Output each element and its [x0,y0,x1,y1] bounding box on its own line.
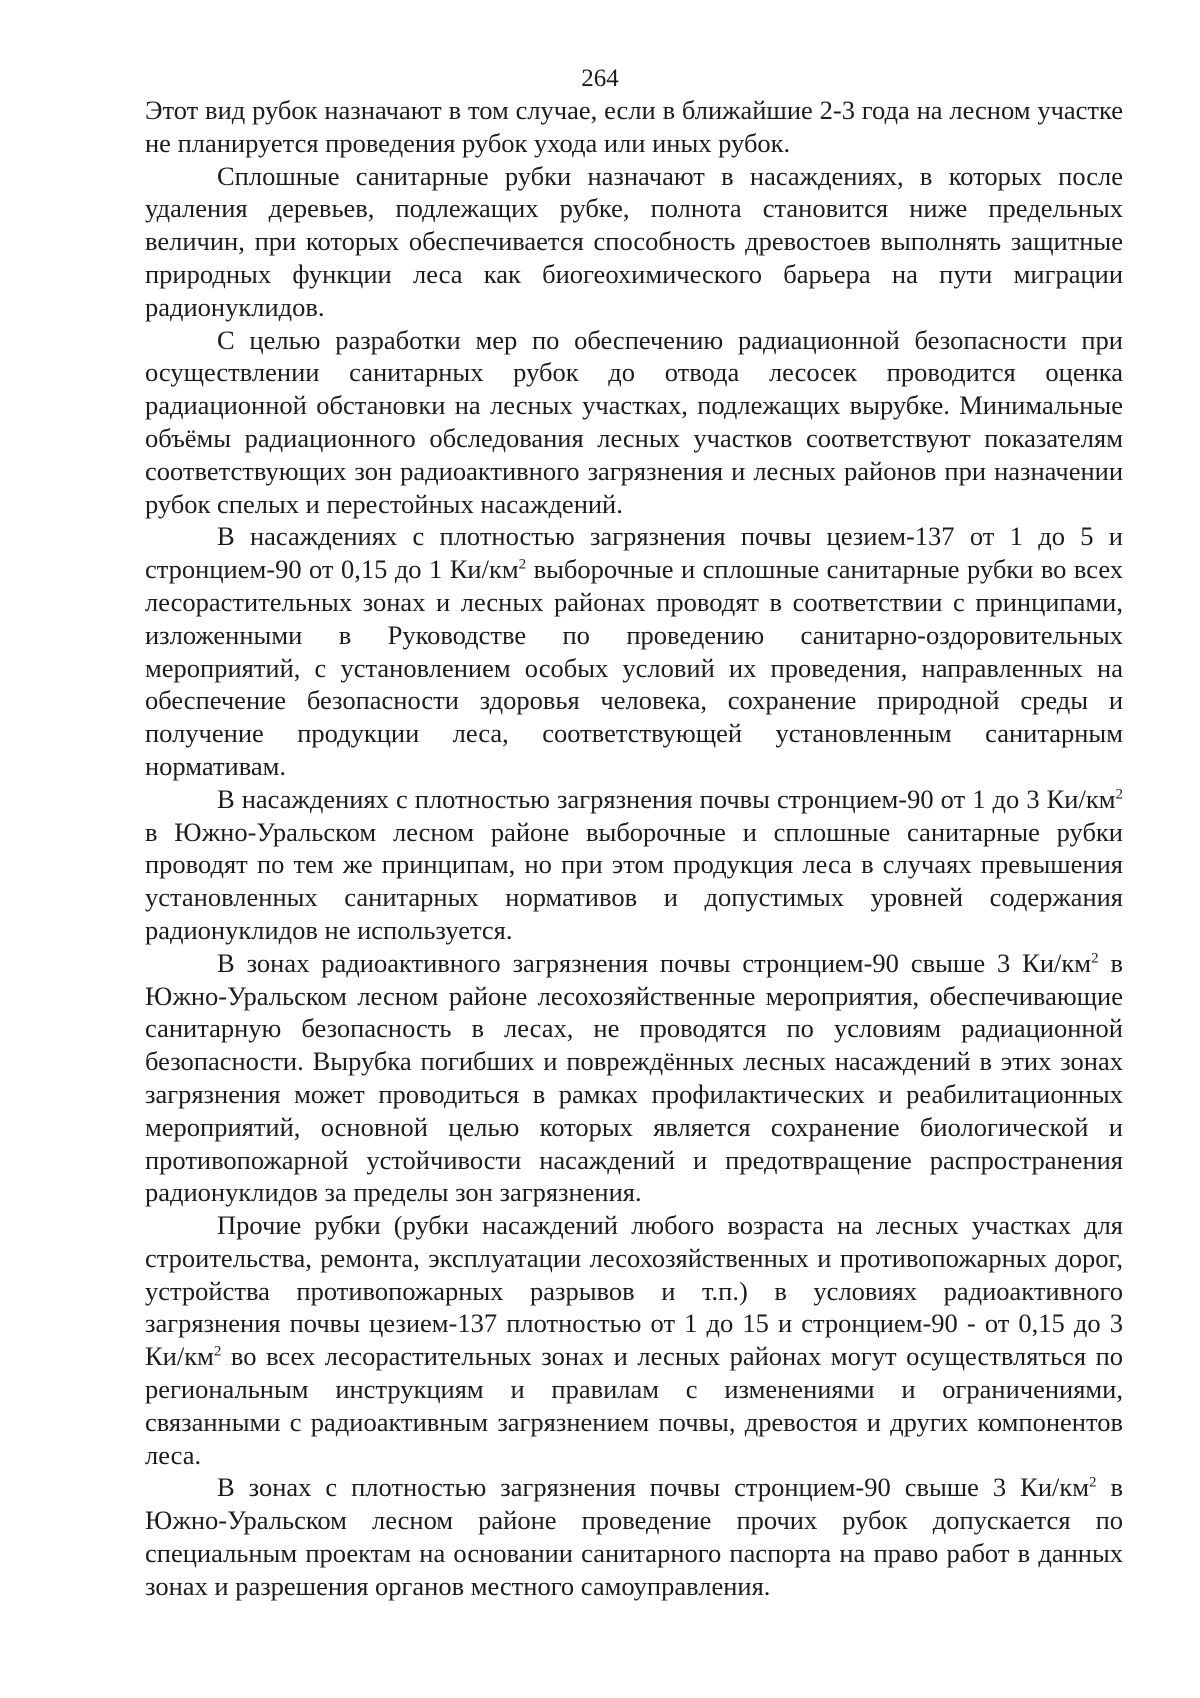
text-run: В насаждениях с плотностью загрязнения почвы стронцием-90 от 1 до 3 Ки/км [217,783,1116,814]
text-run: Сплошные санитарные рубки назначают в насаждениях, в которых после удаления деревьев, подлежащих рубке, полнота становится ниже предельных величин, при которых обеспечивается способность древостоев выполнять защитные природных функции леса как биогеохимического барьера на пути миграции радионуклидов. [145,160,1123,322]
text-run: Этот вид рубок назначают в том случае, если в ближайшие 2-3 года на лесном участке не планируется проведения рубок ухода или иных рубок. [145,95,1123,158]
document-body [145,94,1123,1603]
page-number: 264 [581,65,619,92]
text-run: В насаждениях с плотностью загрязнения почвы цезием-137 от 1 до 5 и стронцием-90 от 0,15 до 1 Ки/км [145,521,1123,585]
text-run: С целью разработки мер по обеспечению радиационной безопасности при осуществлении санитарных рубок до отвода лесосек проводится оценка радиационной обстановки на лесных участках, подлежащих вырубке. Минимальные объёмы радиационного обследования лесных участков соответствуют показателям соответствующих зон радиоактивного загрязнения и лесных районов при назначении рубок спелых и перестойных насаждений. [145,324,1123,519]
paragraph-2 [145,160,1123,324]
superscript: 2 [1089,1475,1097,1492]
paragraph-7 [145,1209,1123,1471]
paragraph-5 [145,783,1123,947]
superscript: 2 [213,1343,222,1360]
text-run: В зонах с плотностью загрязнения почвы стронцием-90 свыше 3 Ки/км [217,1472,1090,1503]
paragraph-3 [145,324,1123,521]
paragraph-1 [145,94,1123,160]
text-run: в Южно-Уральском лесном районе выборочные и сплошные санитарные рубки проводят по тем же принципам, но при этом продукция леса в случаях превышения установленных санитарных нормативов и допустимых уровней содержания радионуклидов не используется. [145,816,1123,945]
text-run: Прочие рубки (рубки насаждений любого возраста на лесных участках для строительства, ремонта, эксплуатации лесохозяйственных и противопожарных дорог, устройства противопожарных разрывов и т.п.) в условиях радиоактивного загрязнения почвы цезием-137 плотностью от 1 до 15 и стронцием-90 - от 0,15 до 3 Ки/км [145,1210,1123,1372]
superscript: 2 [1115,786,1123,803]
superscript: 2 [1091,950,1099,967]
text-run: во всех лесорастительных зонах и лесных районах могут осуществляться по региональным инструкциям и правилам с изменениями и ограничениями, связанными с радиоактивным загрязнением почвы, древостоя и других компонентов леса. [145,1341,1123,1470]
text-run: в Южно-Уральском лесном районе лесохозяйственные мероприятия, обеспечивающие санитарную безопасность в лесах, не проводятся по условиям радиационной безопасности. Вырубка погибших и повреждённых лесных насаждений в этих зонах загрязнения может проводиться в рамках профилактических и реабилитационных мероприятий, основной целью которых является сохранение биологической и противопожарной устойчивости насаждений и предотвращение распространения радионуклидов за пределы зон загрязнения. [145,947,1124,1208]
paragraph-6 [145,947,1123,1209]
superscript: 2 [518,556,527,573]
text-run: в Южно-Уральском лесном районе проведение прочих рубок допускается по специальным проектам на основании санитарного паспорта на право работ в данных зонах и разрешения органов местного самоуправления. [145,1472,1124,1601]
paragraph-8 [145,1471,1123,1602]
text-run: выборочные и сплошные санитарные рубки во всех лесорастительных зонах и лесных районах проводят в соответствии с принципами, изложенными в Руководстве по проведению санитарно-оздоровительных мероприятий, с установлением особых условий их проведения, направленных на обеспечение безопасности здоровья человека, сохранение природной среды и получение продукции леса, соответствующей установленным санитарным нормативам. [145,554,1123,781]
text-run: В зонах радиоактивного загрязнения почвы стронцием-90 свыше 3 Ки/км [217,947,1092,978]
paragraph-4 [145,520,1123,782]
